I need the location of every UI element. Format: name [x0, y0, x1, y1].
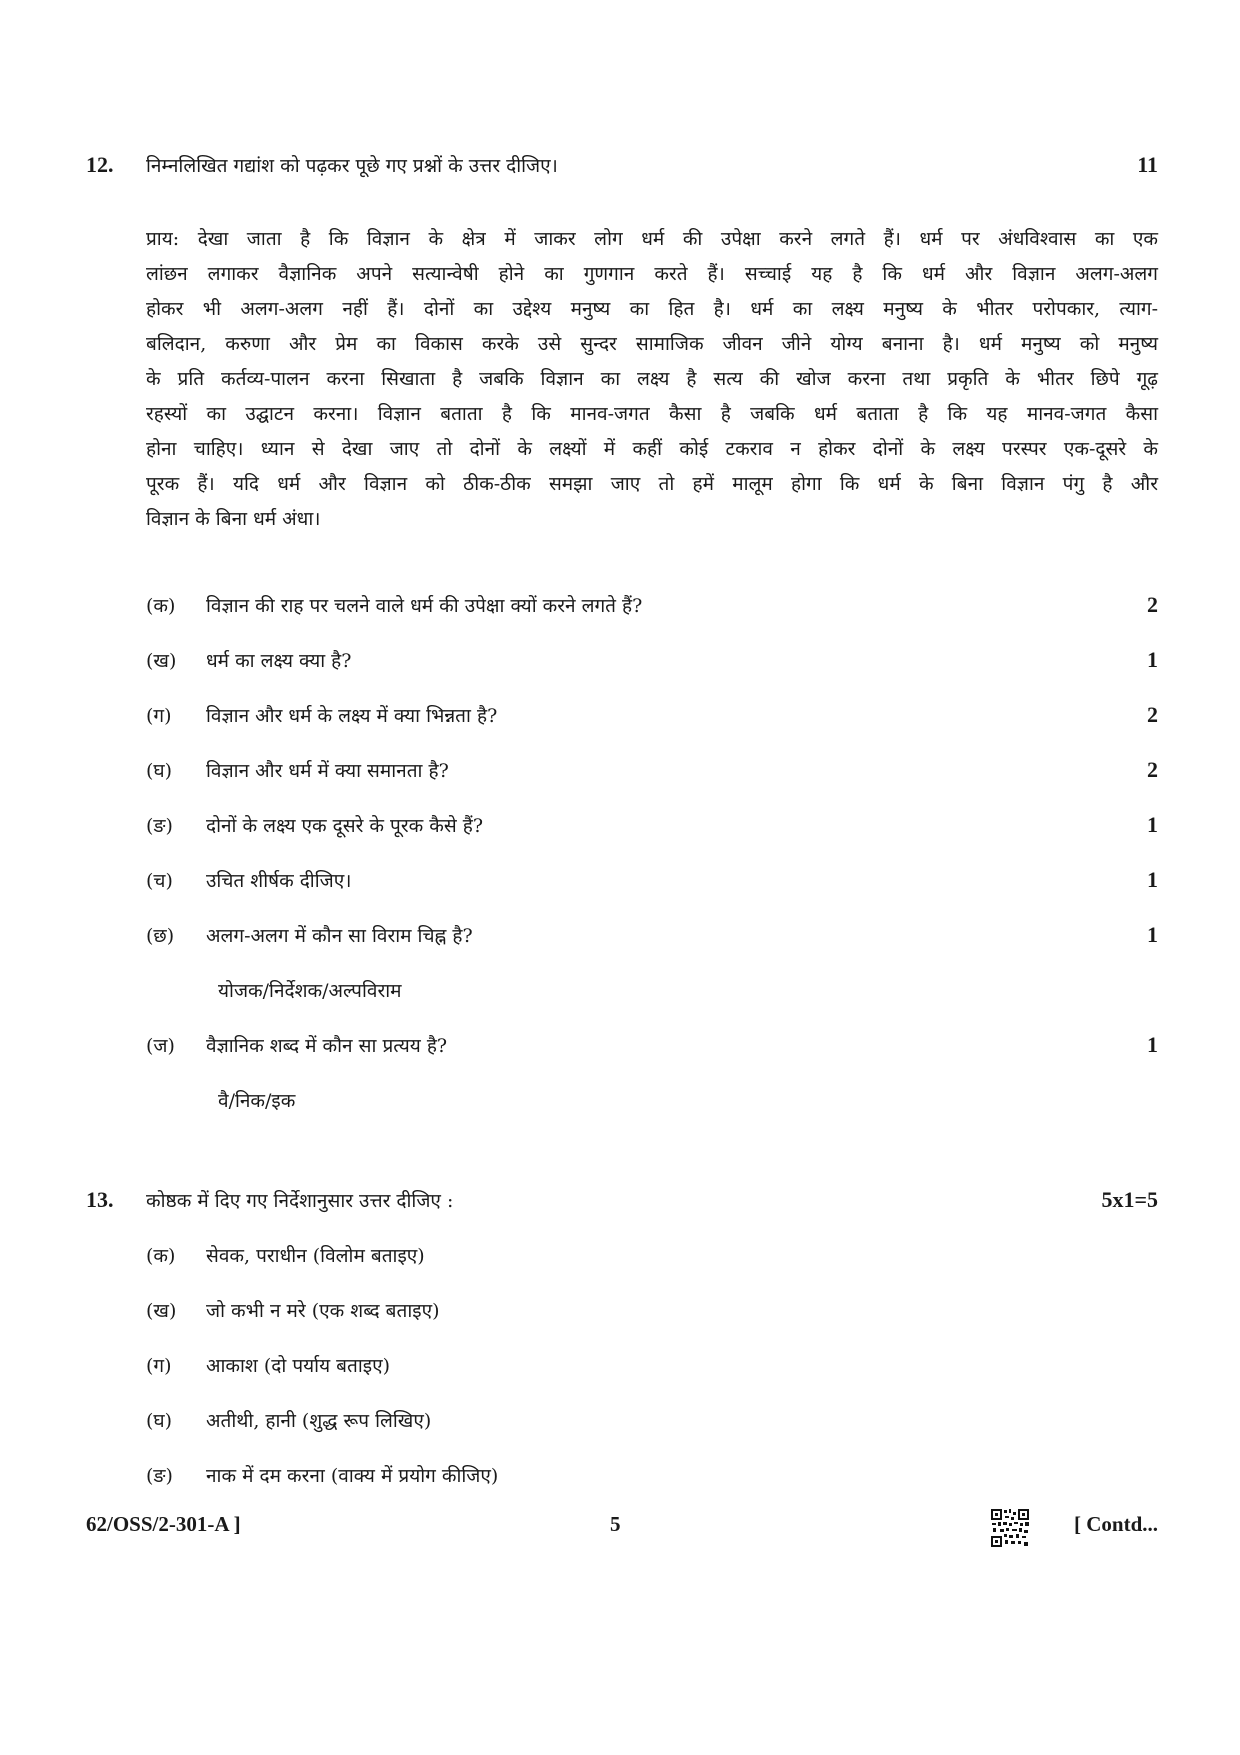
question-13-header [86, 1187, 1158, 1221]
subquestion-label: (ङ) [146, 1465, 173, 1487]
subquestion-label: (ख) [146, 1300, 177, 1322]
subquestion [146, 1407, 1158, 1441]
answer-options: वै/निक/इक [218, 1090, 296, 1112]
subquestion-marks: 1 [1147, 1032, 1158, 1057]
subquestion-text: आकाश (दो पर्याय बताइए) [206, 1355, 390, 1377]
subquestion-label: (घ) [146, 760, 173, 782]
subquestion-text: धर्म का लक्ष्य क्या है? [206, 650, 352, 672]
page-footer [86, 1508, 1158, 1548]
subquestion-marks: 2 [1147, 757, 1158, 782]
question-marks: 11 [1137, 152, 1158, 177]
subquestion-text: उचित शीर्षक दीजिए। [206, 870, 352, 892]
passage-line: रहस्यों का उद्घाटन करना। विज्ञान बताता है कि मानव-जगत कैसा है जबकि धर्म बताता है कि यह मानव-जगत कैसा [146, 403, 1158, 425]
subquestion-label: (ग) [146, 1355, 172, 1377]
subquestion-label: (क) [146, 1245, 176, 1267]
subquestion-marks: 1 [1147, 647, 1158, 672]
subquestion-text: वैज्ञानिक शब्द में कौन सा प्रत्यय है? [206, 1035, 448, 1057]
paper-code: 62/OSS/2-301-A ] [86, 1512, 241, 1536]
passage-line: पूरक हैं। यदि धर्म और विज्ञान को ठीक-ठीक समझा जाए तो हमें मालूम होगा कि धर्म के बिना विज्ञान पंगु है और [146, 473, 1158, 495]
page-number: 5 [610, 1512, 621, 1536]
subquestion [146, 1032, 1158, 1066]
passage-line: के प्रति कर्तव्य-पालन करना सिखाता है जबकि विज्ञान का लक्ष्य है सत्य की खोज करना तथा प्रकृति के भीतर छिपे गूढ़ [146, 368, 1158, 390]
question-instruction: कोष्ठक में दिए गए निर्देशानुसार उत्तर दीजिए : [146, 1190, 454, 1212]
subquestion [146, 1352, 1158, 1386]
subquestion-label: (ज) [146, 1035, 175, 1057]
subquestion-text: अलग-अलग में कौन सा विराम चिह्न है? [206, 925, 473, 947]
subquestion [146, 812, 1158, 846]
continued-label: [ Contd... [1073, 1512, 1158, 1536]
subquestion [146, 592, 1158, 626]
passage-line: होना चाहिए। ध्यान से देखा जाए तो दोनों के लक्ष्यों में कहीं कोई टकराव न होकर दोनों के लक्ष्य परस्पर एक-दूसरे के [146, 438, 1158, 460]
subquestion-text: दोनों के लक्ष्य एक दूसरे के पूरक कैसे हैं? [206, 815, 484, 837]
subquestion [146, 1462, 1158, 1496]
subquestion-text: अतीथी, हानी (शुद्ध रूप लिखिए) [206, 1410, 432, 1432]
question-12-header [86, 152, 1158, 186]
subquestion [146, 757, 1158, 791]
subquestion-text: विज्ञान की राह पर चलने वाले धर्म की उपेक्षा क्यों करने लगते हैं? [206, 595, 643, 617]
passage-line: प्राय: देखा जाता है कि विज्ञान के क्षेत्र में जाकर लोग धर्म की उपेक्षा करने लगते हैं। धर्म पर अंधविश्वास का एक [146, 228, 1158, 250]
subquestion-label: (च) [146, 870, 173, 892]
answer-options: योजक/निर्देशक/अल्पविराम [218, 980, 402, 1002]
subquestion-text: विज्ञान और धर्म में क्या समानता है? [206, 760, 449, 782]
passage-line: लांछन लगाकर वैज्ञानिक अपने सत्यान्वेषी होने का गुणगान करते हैं। सच्चाई यह है कि धर्म और विज्ञान अलग-अलग [146, 263, 1158, 285]
subquestion-label: (ख) [146, 650, 177, 672]
subquestion-marks: 1 [1147, 867, 1158, 892]
question-marks: 5x1=5 [1101, 1187, 1158, 1212]
subquestion-label: (क) [146, 595, 176, 617]
subquestion-marks: 2 [1147, 702, 1158, 727]
qr-code-icon [990, 1508, 1030, 1548]
question-number: 13. [86, 1187, 114, 1212]
subquestion-marks: 1 [1147, 812, 1158, 837]
passage-line: बलिदान, करुणा और प्रेम का विकास करके उसे सुन्दर सामाजिक जीवन जीने योग्य बनाना है। धर्म मनुष्य को मनुष्य [146, 333, 1158, 355]
subquestion [146, 1242, 1158, 1276]
question-instruction: निम्नलिखित गद्यांश को पढ़कर पूछे गए प्रश्नों के उत्तर दीजिए। [146, 155, 558, 177]
subquestion [146, 702, 1158, 736]
subquestion-text: विज्ञान और धर्म के लक्ष्य में क्या भिन्नता है? [206, 705, 498, 727]
subquestion-text: नाक में दम करना (वाक्य में प्रयोग कीजिए) [206, 1465, 499, 1487]
subquestion-label: (घ) [146, 1410, 173, 1432]
subquestion-label: (ग) [146, 705, 172, 727]
passage [146, 222, 1158, 537]
subquestion-label: (ङ) [146, 815, 173, 837]
subquestion [146, 1297, 1158, 1331]
subquestion [146, 922, 1158, 956]
subquestion [146, 867, 1158, 901]
subquestion-text: जो कभी न मरे (एक शब्द बताइए) [206, 1300, 440, 1322]
question-number: 12. [86, 152, 114, 177]
subquestion-text: सेवक, पराधीन (विलोम बताइए) [206, 1245, 425, 1267]
passage-line: होकर भी अलग-अलग नहीं हैं। दोनों का उद्देश्य मनुष्य का हित है। धर्म का लक्ष्य मनुष्य के भीतर परोपकार, त्याग- [146, 298, 1158, 320]
subquestion-marks: 1 [1147, 922, 1158, 947]
subquestion [146, 647, 1158, 681]
subquestion-label: (छ) [146, 925, 175, 947]
subquestion-marks: 2 [1147, 592, 1158, 617]
passage-line: विज्ञान के बिना धर्म अंधा। [146, 508, 321, 530]
